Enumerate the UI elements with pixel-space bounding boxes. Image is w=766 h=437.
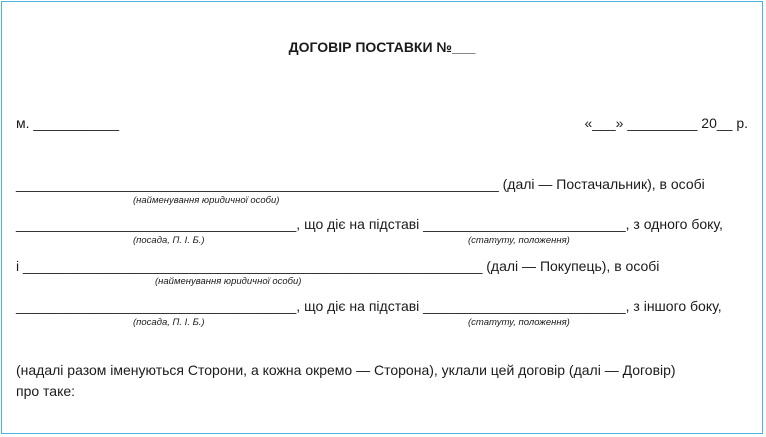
supplier-representative-row: ____________________________________, що діє на підставі __________________________, з одного боку, — [16, 216, 723, 232]
supplier-caption: (найменування юридичної особи) — [133, 195, 280, 206]
supplier-basis-caption: (статуту, положення) — [468, 235, 570, 246]
buyer-representative-row: ____________________________________, що діє на підставі __________________________, з іншого боку, — [16, 298, 722, 314]
contract-document — [1, 1, 763, 434]
closing-line-1: (надалі разом іменуються Сторони, а кожна окремо — Сторона), уклали цей договір (далі — Договір) — [16, 362, 676, 378]
buyer-caption: (найменування юридичної особи) — [155, 276, 302, 287]
buyer-row: і ___________________________________________________________ (далі — Покупець), в особі — [16, 258, 660, 274]
buyer-position-caption: (посада, П. І. Б.) — [133, 317, 205, 328]
date-line: «___» _________ 20__ р. — [584, 115, 748, 131]
supplier-row: ______________________________________________________________ (далі — Постачальник), в особі — [16, 176, 705, 192]
city-line: м. ___________ — [16, 115, 120, 131]
buyer-basis-caption: (статуту, положення) — [468, 317, 570, 328]
supplier-position-caption: (посада, П. І. Б.) — [133, 235, 205, 246]
closing-line-2: про таке: — [16, 383, 76, 399]
contract-title: ДОГОВІР ПОСТАВКИ №___ — [288, 39, 476, 55]
